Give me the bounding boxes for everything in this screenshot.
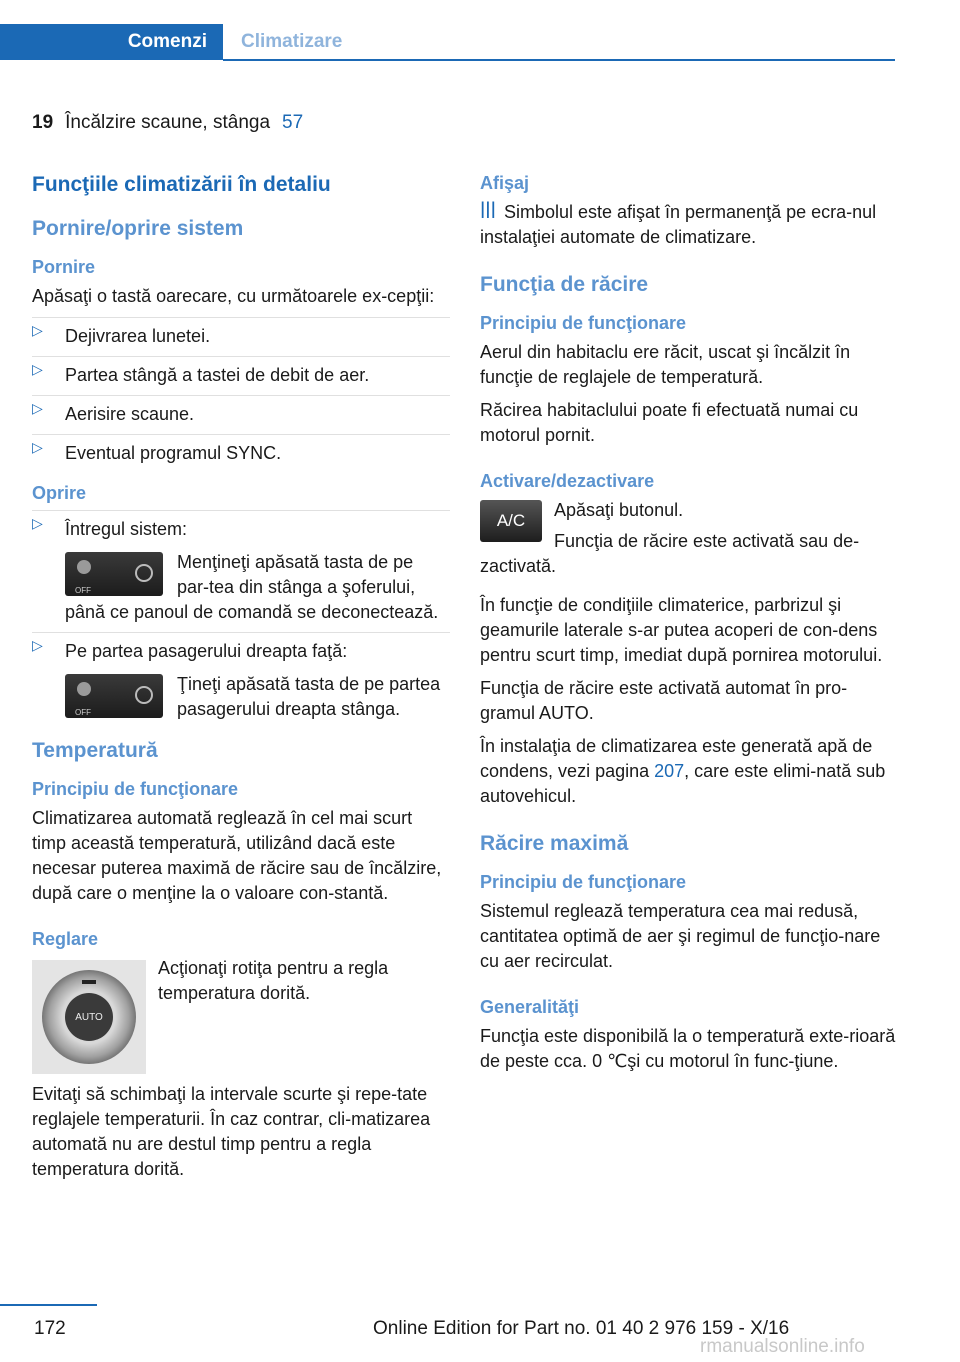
racire-p3: În funcţie de condiţiile climaterice, parbrizul şi geamurile laterale s-ar putea acoperi de con‐dens pentru scurt timp, imediat după pornirea motorului. bbox=[480, 595, 883, 665]
oprire-item1-desc: Menţineţi apăsată tasta de pe par‐tea din stânga a şoferului, până ce panoul de comandă se deconectează. bbox=[65, 552, 439, 622]
list-item: ▷ Întregul sistem: OFF Menţineţi apăsată tasta de pe par‐tea din stânga a şoferului, până ce panoul de comandă se deconectează. bbox=[32, 510, 450, 625]
tab-comenzi[interactable]: Comenzi bbox=[0, 24, 223, 60]
activare-t1: Apăsaţi butonul. bbox=[554, 500, 684, 520]
watermark: rmanualsonline.info bbox=[700, 1336, 865, 1357]
list-item: ▷ Eventual programul SYNC. bbox=[32, 434, 450, 466]
bullet-icon: ▷ bbox=[32, 361, 43, 377]
list-item: ▷ Pe partea pasagerului dreapta faţă: OFF Ţineţi apăsată tasta de pe partea pasagerului dreapta stânga. bbox=[32, 632, 450, 722]
pornire-text: Apăsaţi o tastă oarecare, cu următoarele ex‐cepţii: bbox=[32, 286, 435, 306]
left-column bbox=[32, 172, 450, 1190]
bullet-icon: ▷ bbox=[32, 637, 43, 653]
heading-afisaj: Afişaj bbox=[480, 173, 530, 193]
racire-p2: Răcirea habitaclului poate fi efectuată numai cu motorul pornit. bbox=[480, 400, 859, 445]
heading-racire-principiu: Principiu de funcţionare bbox=[480, 313, 687, 333]
snowflake-icon bbox=[77, 560, 91, 574]
heading-pornire: Pornire bbox=[32, 257, 96, 277]
afisaj-text: ꟾꟾꟾ Simbolul este afişat în permanenţă pe ecra‐nul instalaţiei automate de climatizare. bbox=[480, 202, 877, 247]
heading-principiu: Principiu de funcţionare bbox=[32, 779, 239, 799]
heading-on-off: Pornire/oprire sistem bbox=[32, 217, 244, 240]
edition-note: Online Edition for Part no. 01 40 2 976 159 - X/16 bbox=[373, 1318, 790, 1339]
header-tabs bbox=[0, 24, 895, 62]
line-ref-page-link[interactable]: 57 bbox=[282, 112, 304, 133]
pornire-list bbox=[32, 317, 450, 466]
bullet-icon: ▷ bbox=[32, 400, 43, 416]
racire-p5: În instalaţia de climatizarea este generată apă de condens, vezi pagina 207, care este elimi‐nată sub autovehicul. bbox=[480, 736, 886, 806]
heading-generalitati: Generalităţi bbox=[480, 997, 580, 1017]
off-button-image bbox=[65, 552, 163, 596]
heading-activare: Activare/dezactivare bbox=[480, 471, 655, 491]
off-button-image bbox=[65, 674, 163, 718]
oprire-item2-desc: Ţineţi apăsată tasta de pe partea pasagerului dreapta stânga. bbox=[177, 674, 441, 719]
racire-p1: Aerul din habitaclu ere răcit, uscat şi încălzit în funcţie de reglajele de temperatură. bbox=[480, 342, 851, 387]
page-207-link[interactable]: 207 bbox=[654, 761, 685, 781]
ac-button-image: A/C bbox=[480, 500, 542, 542]
list-item: ▷ Aerisire scaune. bbox=[32, 395, 450, 427]
heading-oprire: Oprire bbox=[32, 483, 87, 503]
heading-temperatura: Temperatură bbox=[32, 739, 158, 762]
bullet-icon: ▷ bbox=[32, 515, 43, 531]
list-item: ▷ Partea stângă a tastei de debit de aer. bbox=[32, 356, 450, 388]
bullet-icon: ▷ bbox=[32, 322, 43, 338]
reglare-block bbox=[32, 956, 450, 1082]
reglare-note: Evitaţi să schimbaţi la intervale scurte şi repe‐tate reglajele temperaturii. În caz contrar, cli‐matizarea automată nu are destul timp pentru a regla temperatura dorită. bbox=[32, 1084, 431, 1179]
tab-underline bbox=[223, 59, 895, 61]
bullet-icon: ▷ bbox=[32, 439, 43, 455]
activare-t2: Funcţia de răcire este activată sau de‐zactivată. bbox=[480, 531, 860, 576]
list-item: ▷ Dejivrarea lunetei. bbox=[32, 317, 450, 349]
max-text: Sistemul reglează temperatura cea mai redusă, cantitatea optimă de aer şi regimul de funcţio‐nare cu aer recirculat. bbox=[480, 901, 881, 971]
temperature-knob-image bbox=[32, 960, 146, 1074]
line-ref-label: Încălzire scaune, stânga bbox=[65, 112, 271, 133]
line-reference bbox=[32, 112, 303, 134]
cooling-symbol-icon: ꟾꟾꟾ bbox=[480, 202, 496, 222]
tab-climatizare[interactable]: Climatizare bbox=[241, 31, 343, 52]
heading-racire-maxima: Răcire maximă bbox=[480, 832, 629, 855]
right-column bbox=[480, 172, 898, 1082]
snowflake-icon bbox=[77, 682, 91, 696]
off-label: OFF bbox=[75, 708, 91, 717]
reglare-text: Acţionaţi rotiţa pentru a regla temperatura dorită. bbox=[158, 958, 389, 1003]
generalitati-text: Funcţia este disponibilă la o temperatură exte‐rioară de peste cca. 0 ℃şi cu motorul în func‐ţiune. bbox=[480, 1026, 896, 1071]
fan-icon bbox=[135, 564, 153, 582]
footer-rule bbox=[0, 1304, 97, 1306]
off-label: OFF bbox=[75, 586, 91, 595]
line-ref-number: 19 bbox=[32, 112, 54, 133]
fan-icon bbox=[135, 686, 153, 704]
racire-p4: Funcţia de răcire este activată automat în pro‐gramul AUTO. bbox=[480, 678, 848, 723]
heading-racire: Funcţia de răcire bbox=[480, 273, 649, 296]
heading-reglare: Reglare bbox=[32, 929, 99, 949]
section-title: Funcţiile climatizării în detaliu bbox=[32, 173, 331, 196]
activare-block bbox=[480, 498, 898, 587]
page-number: 172 bbox=[34, 1318, 66, 1339]
auto-label: AUTO bbox=[65, 993, 113, 1041]
heading-max-principiu: Principiu de funcţionare bbox=[480, 872, 687, 892]
oprire-list bbox=[32, 510, 450, 722]
principiu-text: Climatizarea automată reglează în cel mai scurt timp această temperatură, utilizând dacă este necesar puterea maximă de răcire sau de încălzire, după care o menţine la o valoare con‐stantă. bbox=[32, 808, 442, 903]
